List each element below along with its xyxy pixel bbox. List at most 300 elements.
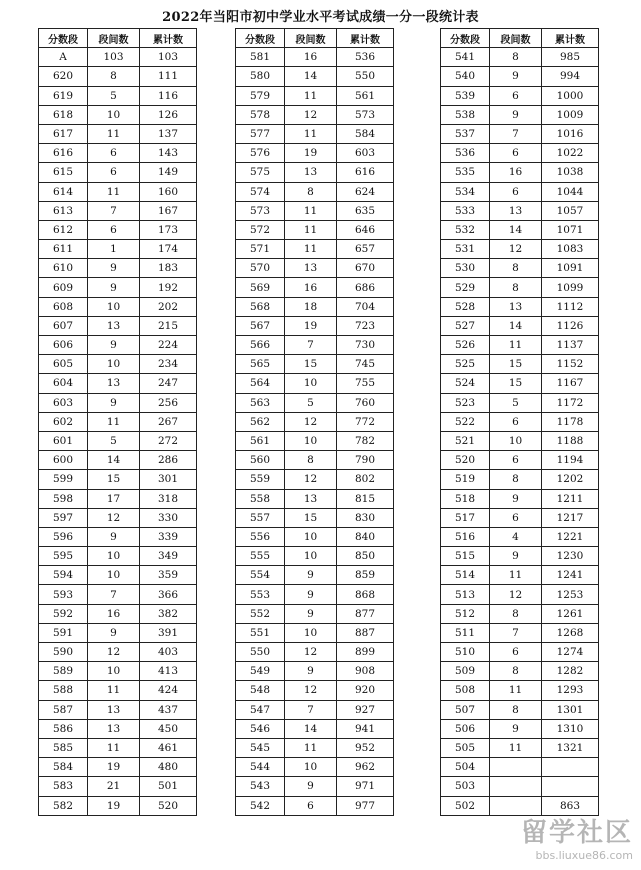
count-cell: 11 [490,336,542,355]
score-cell: 532 [441,220,490,239]
count-cell: 9 [285,777,337,796]
count-cell: 6 [88,144,140,163]
score-cell: 619 [39,86,88,105]
score-cell: 551 [236,623,285,642]
table-row [441,451,599,470]
cumulative-cell: 1261 [542,604,599,623]
count-cell: 12 [490,240,542,259]
cumulative-cell: 1274 [542,643,599,662]
watermark-sub: bbs.liuxue86.com [535,849,633,862]
score-cell: 586 [39,719,88,738]
cumulative-cell: 1253 [542,585,599,604]
cumulative-cell: 1310 [542,719,599,738]
cumulative-cell: 272 [140,431,197,450]
count-cell: 11 [490,738,542,757]
table-row [236,662,394,681]
table-row [39,604,197,623]
score-cell: 577 [236,124,285,143]
cumulative-cell: 977 [337,796,394,815]
score-cell: 524 [441,374,490,393]
score-cell: 543 [236,777,285,796]
count-cell: 7 [490,623,542,642]
cumulative-cell: 755 [337,374,394,393]
table-row [39,738,197,757]
score-cell: 558 [236,489,285,508]
score-cell: 582 [39,796,88,815]
score-cell: 567 [236,316,285,335]
count-cell: 15 [285,508,337,527]
score-table-column-1 [38,28,197,816]
count-cell: 11 [285,86,337,105]
cumulative-cell: 137 [140,124,197,143]
cumulative-cell: 887 [337,623,394,642]
count-cell: 7 [490,124,542,143]
table-row [39,662,197,681]
count-cell: 13 [285,163,337,182]
cumulative-cell: 868 [337,585,394,604]
score-cell: 572 [236,220,285,239]
cumulative-cell: 1301 [542,700,599,719]
table-row [441,662,599,681]
table-row [39,201,197,220]
table-row [39,220,197,239]
count-cell: 16 [285,278,337,297]
cumulative-cell: 646 [337,220,394,239]
score-cell: 591 [39,623,88,642]
cumulative-cell: 111 [140,67,197,86]
score-cell: A [39,48,88,67]
table-row [441,489,599,508]
cumulative-cell: 349 [140,547,197,566]
count-cell: 9 [490,719,542,738]
cumulative-cell: 1044 [542,182,599,201]
score-cell: 583 [39,777,88,796]
score-cell: 535 [441,163,490,182]
score-cell: 511 [441,623,490,642]
cumulative-cell: 1016 [542,124,599,143]
score-cell: 571 [236,240,285,259]
count-cell: 12 [285,643,337,662]
cumulative-cell: 730 [337,336,394,355]
table-row [39,527,197,546]
score-cell: 514 [441,566,490,585]
cumulative-cell: 1152 [542,355,599,374]
cumulative-cell: 790 [337,451,394,470]
table-row [441,777,599,796]
table-row [236,182,394,201]
score-cell: 533 [441,201,490,220]
cumulative-cell: 1099 [542,278,599,297]
score-cell: 616 [39,144,88,163]
table-row [441,700,599,719]
table-row [441,470,599,489]
count-cell: 11 [490,566,542,585]
count-cell: 13 [490,201,542,220]
cumulative-cell: 167 [140,201,197,220]
table-row [441,643,599,662]
cumulative-cell: 160 [140,182,197,201]
score-cell: 534 [441,182,490,201]
table-row [39,700,197,719]
cumulative-cell: 450 [140,719,197,738]
cumulative-cell: 1022 [542,144,599,163]
score-cell: 548 [236,681,285,700]
cumulative-cell: 1137 [542,336,599,355]
table-row [236,105,394,124]
score-cell: 553 [236,585,285,604]
cumulative-cell: 1112 [542,297,599,316]
count-cell: 15 [490,374,542,393]
count-cell: 6 [88,163,140,182]
table-row [236,297,394,316]
cumulative-cell: 850 [337,547,394,566]
count-cell: 16 [285,48,337,67]
count-cell: 10 [285,623,337,642]
score-cell: 599 [39,470,88,489]
count-cell: 10 [88,662,140,681]
cumulative-cell: 174 [140,240,197,259]
count-cell: 5 [490,393,542,412]
table-row [39,393,197,412]
count-cell: 15 [490,355,542,374]
table-row [39,144,197,163]
score-cell: 510 [441,643,490,662]
table-row [441,105,599,124]
score-cell: 605 [39,355,88,374]
count-cell: 10 [88,566,140,585]
count-cell: 19 [285,144,337,163]
count-cell: 19 [285,316,337,335]
cumulative-cell: 971 [337,777,394,796]
score-cell: 539 [441,86,490,105]
count-cell: 8 [285,451,337,470]
count-cell: 6 [490,451,542,470]
cumulative-cell: 635 [337,201,394,220]
score-cell: 526 [441,336,490,355]
count-cell: 6 [490,144,542,163]
column-header: 分数段 [39,29,88,48]
count-cell: 11 [88,182,140,201]
table-row [236,201,394,220]
table-row [441,182,599,201]
score-cell: 611 [39,240,88,259]
score-cell: 549 [236,662,285,681]
score-cell: 552 [236,604,285,623]
table-row [236,316,394,335]
cumulative-cell: 1217 [542,508,599,527]
cumulative-cell: 802 [337,470,394,489]
count-cell: 8 [490,662,542,681]
score-cell: 531 [441,240,490,259]
score-cell: 606 [39,336,88,355]
cumulative-cell: 908 [337,662,394,681]
column-header: 段间数 [490,29,542,48]
cumulative-cell: 1167 [542,374,599,393]
column-header: 累计数 [337,29,394,48]
score-cell: 575 [236,163,285,182]
cumulative-cell: 1194 [542,451,599,470]
table-row [236,623,394,642]
count-cell: 7 [88,585,140,604]
cumulative-cell: 202 [140,297,197,316]
score-cell: 544 [236,758,285,777]
count-cell: 7 [88,201,140,220]
column-header: 段间数 [285,29,337,48]
score-cell: 555 [236,547,285,566]
cumulative-cell: 1057 [542,201,599,220]
cumulative-cell: 616 [337,163,394,182]
count-cell: 11 [88,738,140,757]
cumulative-cell [542,758,599,777]
cumulative-cell: 550 [337,67,394,86]
table-row [39,681,197,700]
count-cell: 16 [490,163,542,182]
count-cell: 9 [88,278,140,297]
table-row [236,431,394,450]
count-cell: 12 [285,105,337,124]
count-cell: 6 [490,412,542,431]
count-cell: 13 [490,297,542,316]
score-cell: 507 [441,700,490,719]
score-cell: 520 [441,451,490,470]
table-row [441,681,599,700]
score-cell: 564 [236,374,285,393]
count-cell: 14 [490,316,542,335]
cumulative-cell: 403 [140,643,197,662]
cumulative-cell: 461 [140,738,197,757]
cumulative-cell: 782 [337,431,394,450]
cumulative-cell [542,777,599,796]
score-cell: 574 [236,182,285,201]
count-cell: 10 [285,547,337,566]
column-header: 分数段 [441,29,490,48]
score-cell: 578 [236,105,285,124]
count-cell: 12 [88,643,140,662]
count-cell: 10 [490,431,542,450]
column-header: 累计数 [542,29,599,48]
count-cell: 8 [490,259,542,278]
count-cell: 11 [285,124,337,143]
cumulative-cell: 920 [337,681,394,700]
count-cell: 13 [285,489,337,508]
table-row [441,527,599,546]
table-row [236,374,394,393]
table-row [236,719,394,738]
score-cell: 594 [39,566,88,585]
count-cell: 11 [88,124,140,143]
score-cell: 598 [39,489,88,508]
score-cell: 612 [39,220,88,239]
score-cell: 613 [39,201,88,220]
cumulative-cell: 1221 [542,527,599,546]
score-cell: 536 [441,144,490,163]
score-cell: 516 [441,527,490,546]
table-row [39,643,197,662]
score-cell: 559 [236,470,285,489]
count-cell: 8 [88,67,140,86]
cumulative-cell: 952 [337,738,394,757]
score-cell: 537 [441,124,490,143]
table-row [441,240,599,259]
score-cell: 589 [39,662,88,681]
count-cell: 14 [88,451,140,470]
count-cell: 8 [490,48,542,67]
count-cell: 6 [88,220,140,239]
score-cell: 547 [236,700,285,719]
table-row [236,489,394,508]
table-row [441,336,599,355]
cumulative-cell: 1241 [542,566,599,585]
cumulative-cell: 1211 [542,489,599,508]
cumulative-cell: 772 [337,412,394,431]
count-cell: 12 [285,412,337,431]
table-row [39,796,197,815]
count-cell: 11 [88,681,140,700]
score-cell: 585 [39,738,88,757]
cumulative-cell: 286 [140,451,197,470]
table-row [39,48,197,67]
count-cell: 8 [490,604,542,623]
table-row [39,86,197,105]
table-row [39,316,197,335]
count-cell: 5 [285,393,337,412]
table-row [441,604,599,623]
count-cell: 11 [490,681,542,700]
cumulative-cell: 927 [337,700,394,719]
cumulative-cell: 183 [140,259,197,278]
cumulative-cell: 1126 [542,316,599,335]
score-cell: 542 [236,796,285,815]
score-cell: 604 [39,374,88,393]
cumulative-cell: 1230 [542,547,599,566]
score-cell: 580 [236,67,285,86]
count-cell: 11 [285,738,337,757]
score-cell: 569 [236,278,285,297]
table-row [441,623,599,642]
table-row [236,144,394,163]
cumulative-cell: 1172 [542,393,599,412]
cumulative-cell: 1178 [542,412,599,431]
score-cell: 540 [441,67,490,86]
table-row [236,220,394,239]
score-cell: 609 [39,278,88,297]
table-row [236,240,394,259]
count-cell: 18 [285,297,337,316]
score-cell: 603 [39,393,88,412]
score-cell: 502 [441,796,490,815]
count-cell: 8 [490,278,542,297]
table-row [441,220,599,239]
cumulative-cell: 962 [337,758,394,777]
count-cell: 9 [88,393,140,412]
table-row [236,777,394,796]
count-cell: 11 [88,412,140,431]
score-table-column-2 [235,28,394,816]
table-row [39,758,197,777]
cumulative-cell: 1071 [542,220,599,239]
score-cell: 620 [39,67,88,86]
score-cell: 513 [441,585,490,604]
count-cell: 11 [285,201,337,220]
cumulative-cell: 657 [337,240,394,259]
table-header-row [441,29,599,48]
count-cell [490,758,542,777]
column-header: 段间数 [88,29,140,48]
table-row [236,412,394,431]
watermark-logo [521,812,633,862]
score-cell: 561 [236,431,285,450]
score-cell: 590 [39,643,88,662]
cumulative-cell: 830 [337,508,394,527]
table-row [39,67,197,86]
score-cell: 515 [441,547,490,566]
score-cell: 607 [39,316,88,335]
table-row [441,719,599,738]
count-cell: 15 [88,470,140,489]
count-cell: 8 [490,700,542,719]
score-cell: 557 [236,508,285,527]
cumulative-cell: 480 [140,758,197,777]
cumulative-cell: 670 [337,259,394,278]
table-row [441,758,599,777]
count-cell: 6 [490,86,542,105]
count-cell: 9 [88,527,140,546]
table-row [441,393,599,412]
table-row [39,355,197,374]
score-cell: 593 [39,585,88,604]
count-cell [490,777,542,796]
table-row [236,124,394,143]
score-cell: 570 [236,259,285,278]
table-row [441,738,599,757]
cumulative-cell: 149 [140,163,197,182]
cumulative-cell: 704 [337,297,394,316]
score-cell: 592 [39,604,88,623]
count-cell: 10 [285,374,337,393]
table-row [236,566,394,585]
cumulative-cell: 391 [140,623,197,642]
cumulative-cell: 941 [337,719,394,738]
cumulative-cell: 603 [337,144,394,163]
score-cell: 600 [39,451,88,470]
score-cell: 508 [441,681,490,700]
cumulative-cell: 413 [140,662,197,681]
count-cell: 19 [88,796,140,815]
score-cell: 505 [441,738,490,757]
score-cell: 562 [236,412,285,431]
count-cell: 12 [285,681,337,700]
score-cell: 584 [39,758,88,777]
count-cell: 8 [490,470,542,489]
cumulative-cell: 437 [140,700,197,719]
count-cell: 10 [285,758,337,777]
table-row [39,489,197,508]
count-cell: 5 [88,86,140,105]
count-cell: 14 [285,719,337,738]
table-row [236,393,394,412]
table-row [236,547,394,566]
score-cell: 521 [441,431,490,450]
cumulative-cell: 330 [140,508,197,527]
table-row [441,86,599,105]
table-row [236,681,394,700]
cumulative-cell: 985 [542,48,599,67]
score-cell: 565 [236,355,285,374]
cumulative-cell: 215 [140,316,197,335]
score-cell: 554 [236,566,285,585]
table-row [39,182,197,201]
count-cell: 9 [88,623,140,642]
